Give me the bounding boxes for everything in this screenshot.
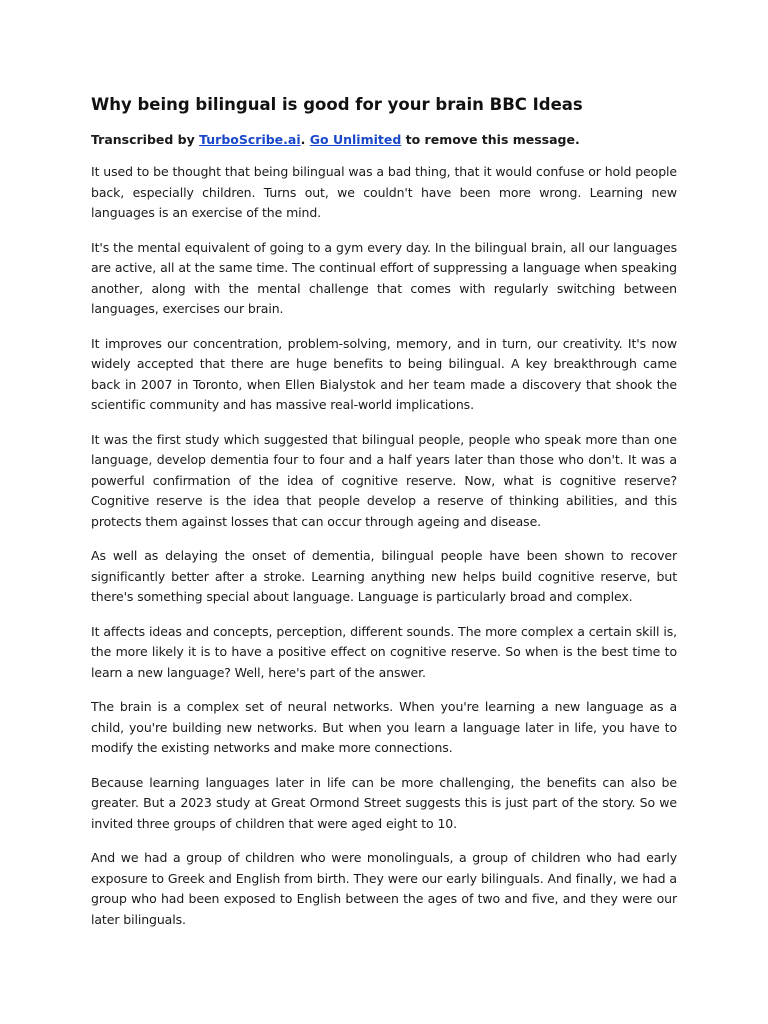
document-title: Why being bilingual is good for your brain BBC Ideas <box>91 95 583 114</box>
paragraph: And we had a group of children who were monolinguals, a group of children who had early exposure to Greek and English from birth. They were our early bilinguals. And finally, we had a group who had been exposed to English between the ages of two and five, and they were our later bilinguals. <box>91 850 677 927</box>
paragraph: As well as delaying the onset of dementia, bilingual people have been shown to recover significantly better after a stroke. Learning anything new helps build cognitive reserve, but there's something special about language. Language is particularly broad and complex. <box>91 548 677 604</box>
paragraph: It used to be thought that being bilingual was a bad thing, that it would confuse or hold people back, especially children. Turns out, we couldn't have been more wrong. Learning new languages is an exercise of the mind. <box>91 164 677 220</box>
paragraph: It improves our concentration, problem-solving, memory, and in turn, our creativity. It's now widely accepted that there are huge benefits to being bilingual. A key breakthrough came back in 2007 in Toronto, when Ellen Bialystok and her team made a discovery that shook the scientific community and has massive real-world implications. <box>91 335 677 412</box>
turboscribe-link[interactable]: TurboScribe.ai <box>199 132 301 147</box>
paragraph: Because learning languages later in life can be more challenging, the benefits can also be greater. But a 2023 study at Great Ormond Street suggests this is just part of the story. So we invited three groups of children that were aged eight to 10. <box>91 774 677 831</box>
paragraph: It was the first study which suggested that bilingual people, people who speak more than one language, develop dementia four to four and a half years later than those who don't. It was a powerful confirmation of the idea of cognitive reserve. Now, what is cognitive reserve? Cognitive reserve is the idea that people develop a reserve of thinking abilities, and this protects them against losses that can occur through ageing and disease. <box>91 431 677 529</box>
paragraph: It's the mental equivalent of going to a gym every day. In the bilingual brain, all our languages are active, all at the same time. The continual effort of suppressing a language when speaking another, along with the mental challenge that comes with regularly switching between languages, exercises our brain. <box>91 239 677 316</box>
paragraph: The brain is a complex set of neural networks. When you're learning a new language as a child, you're building new networks. But when you learn a language later in life, you have to modify the existing networks and make more connections. <box>91 699 677 755</box>
go-unlimited-link[interactable]: Go Unlimited <box>309 132 402 147</box>
transcription-notice <box>91 131 677 149</box>
document-page <box>91 94 677 944</box>
notice-suffix: to remove this message. <box>401 132 580 147</box>
notice-prefix: Transcribed by <box>91 132 200 147</box>
paragraph: It affects ideas and concepts, perception, different sounds. The more complex a certain skill is, the more likely it is to have a positive effect on cognitive reserve. So when is the best time to learn a new language? Well, here's part of the answer. <box>91 623 677 680</box>
notice-separator: . <box>300 132 310 147</box>
